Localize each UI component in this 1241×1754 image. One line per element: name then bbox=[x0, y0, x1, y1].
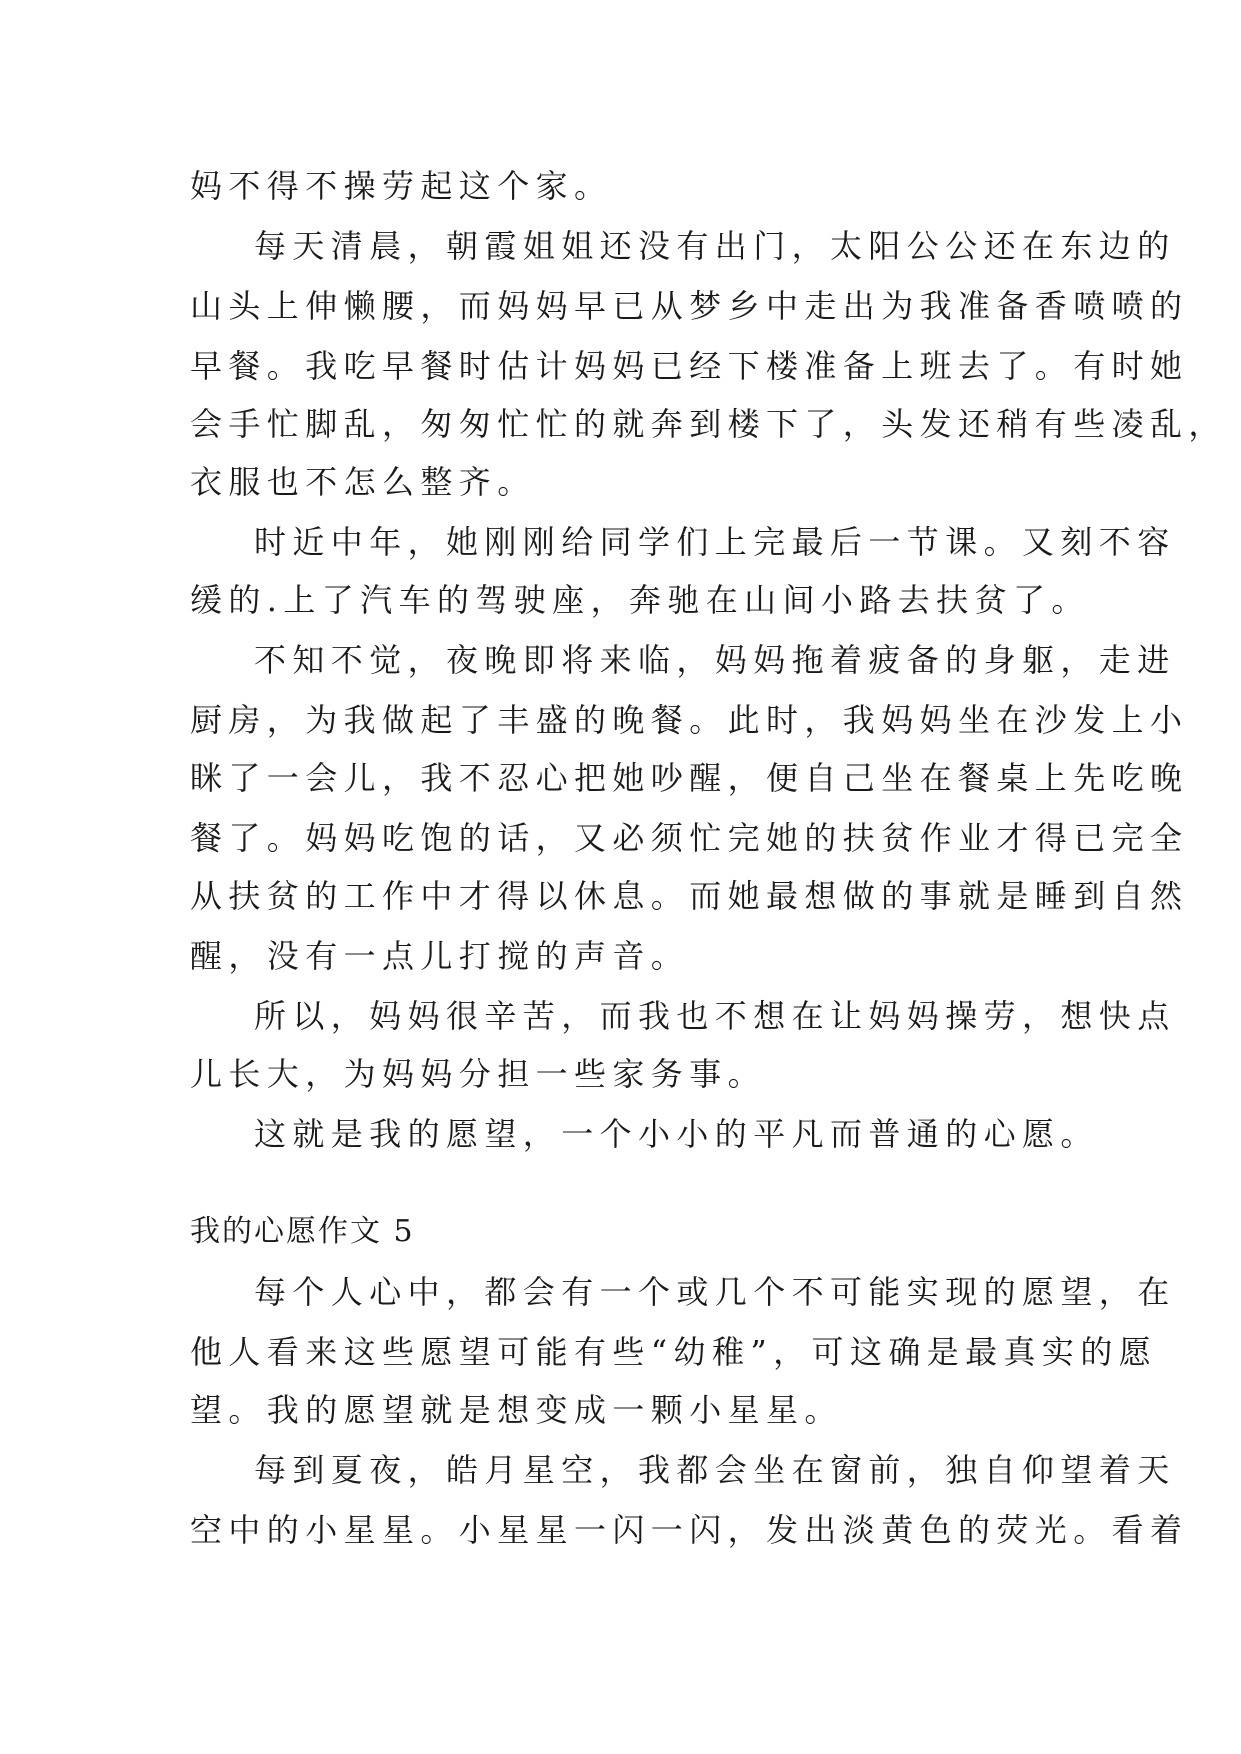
text-line: 妈不得不操劳起这个家。 bbox=[190, 167, 613, 205]
text-line: 醒，没有一点儿打搅的声音。 bbox=[190, 937, 690, 975]
section-heading: 我的心愿作文 5 bbox=[190, 1214, 415, 1249]
text-line: 儿长大，为妈妈分担一些家务事。 bbox=[190, 1055, 767, 1093]
text-line: 所以，妈妈很辛苦，而我也不想在让妈妈操劳，想快点 bbox=[254, 997, 1176, 1035]
text-line: 从扶贫的工作中才得以休息。而她最想做的事就是睡到自然 bbox=[190, 877, 1189, 915]
text-line: 望。我的愿望就是想变成一颗小星星。 bbox=[190, 1391, 843, 1429]
text-line: 这就是我的愿望，一个小小的平凡而普通的心愿。 bbox=[254, 1115, 1099, 1153]
text-line: 他人看来这些愿望可能有些“幼稚”，可这确是最真实的愿 bbox=[190, 1333, 1158, 1371]
text-line: 不知不觉，夜晚即将来临，妈妈拖着疲备的身躯，走进 bbox=[254, 641, 1176, 679]
text-line: 空中的小星星。小星星一闪一闪，发出淡黄色的荧光。看着 bbox=[190, 1511, 1189, 1549]
text-line: 山头上伸懒腰，而妈妈早已从梦乡中走出为我准备香喷喷的 bbox=[190, 287, 1189, 325]
text-line: 餐了。妈妈吃饱的话，又必须忙完她的扶贫作业才得已完全 bbox=[190, 819, 1189, 857]
text-line: 会手忙脚乱，匆匆忙忙的就奔到楼下了，头发还稍有些凌乱， bbox=[190, 405, 1227, 443]
text-line: 厨房，为我做起了丰盛的晚餐。此时，我妈妈坐在沙发上小 bbox=[190, 701, 1189, 739]
text-line: 每天清晨，朝霞姐姐还没有出门，太阳公公还在东边的 bbox=[254, 227, 1176, 265]
text-line: 缓的.上了汽车的驾驶座，奔驰在山间小路去扶贫了。 bbox=[190, 581, 1090, 619]
text-line: 眯了一会儿，我不忍心把她吵醒，便自己坐在餐桌上先吃晚 bbox=[190, 759, 1189, 797]
text-line: 早餐。我吃早餐时估计妈妈已经下楼准备上班去了。有时她 bbox=[190, 347, 1189, 385]
text-line: 时近中年，她刚刚给同学们上完最后一节课。又刻不容 bbox=[254, 523, 1176, 561]
text-line: 每到夏夜，皓月星空，我都会坐在窗前，独自仰望着天 bbox=[254, 1451, 1176, 1489]
text-line: 衣服也不怎么整齐。 bbox=[190, 463, 536, 501]
text-line: 每个人心中，都会有一个或几个不可能实现的愿望，在 bbox=[254, 1273, 1176, 1311]
